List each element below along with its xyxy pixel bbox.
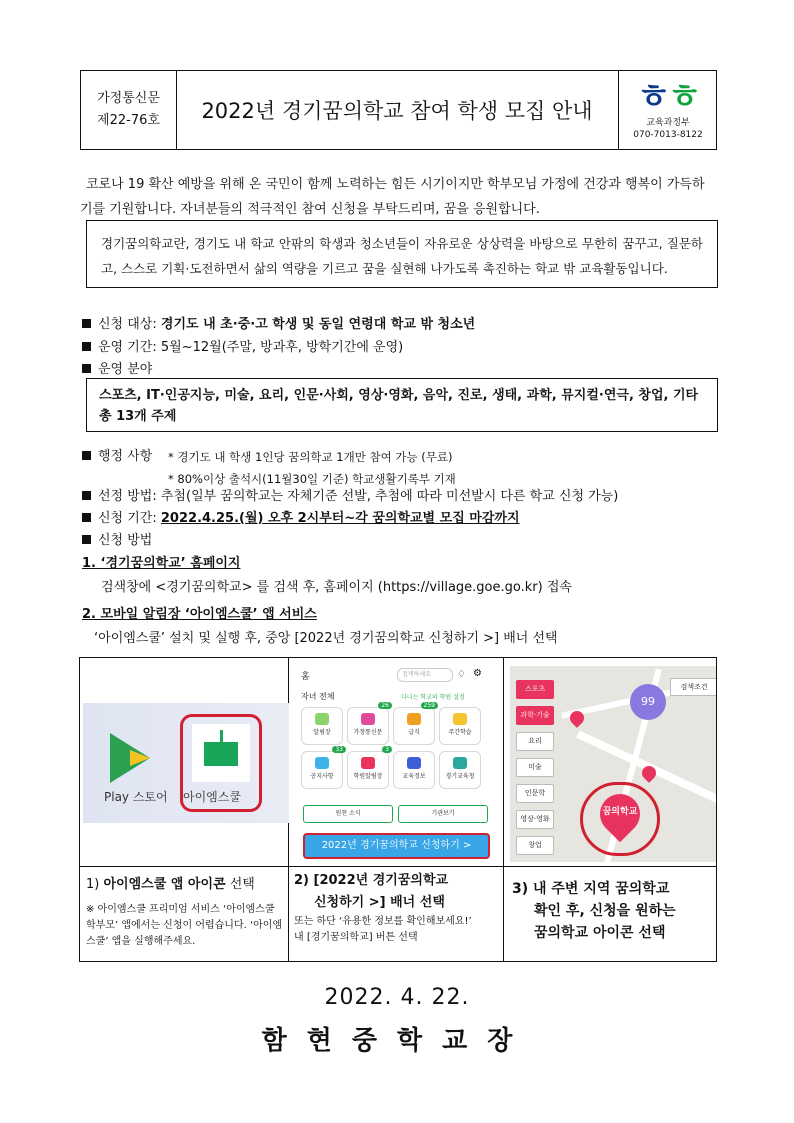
tile: 26 가정통신문 [347,707,389,745]
intro-text: 코로나 19 확산 예방을 위해 온 국민이 함께 노력하는 힘든 시기이지만 학부모님 가정에 건강과 행복이 가득하기를 기원합니다. 자녀분들의 적극적인 참여 신청을 부탁드리며, 꿈을 응원합니다. [80,177,705,217]
bullet-square-icon [82,491,91,500]
definition-box: 경기꿈의학교란, 경기도 내 학교 안팎의 학생과 청소년들이 자유로운 상상력을 바탕으로 무한히 꿈꾸고, 질문하고, 스스로 기획·도전하면서 삶의 역량을 기르고 꿈을 실현해 나가도록 촉진하는 학교 밖 교육활동입니다. [86,220,718,288]
bullet-square-icon [82,342,91,351]
dept-phone: 070-7013-8122 [633,130,703,140]
doc-type: 가정통신문 [97,91,160,106]
issue-date: 2022. 4. 22. [324,985,470,1010]
method-line [82,529,152,552]
admin-label: 행정 사항 [98,449,153,464]
category-item: 미술 [516,758,554,777]
panel3-caption: 3) 내 주변 지역 꿈의학교 확인 후, 신청을 원하는 꿈의학교 아이콘 선택 [512,881,676,941]
tile: 259 급식 [393,707,435,745]
method2-title: 2. 모바일 알림장 ‘아이엠스쿨’ 앱 서비스 [82,607,317,622]
play-store-label: Play 스토어 [104,790,168,804]
doc-info [81,71,177,149]
target-label: 신청 대상: [98,317,161,332]
notice-text: 다니는 학교의 학원 설정 [401,694,465,701]
method-label: 신청 방법 [98,533,153,548]
school-logo: ㅎㅎ [637,77,699,117]
period-text: 운영 기간: 5월~12월(주말, 방과후, 방학기간에 운영) [98,340,404,355]
bullet-square-icon [82,451,91,460]
dream-school-banner: 2022년 경기꿈의학교 신청하기 > [303,833,490,859]
admin-details [168,446,456,490]
selection-line [82,485,618,508]
play-store-accent [130,750,150,766]
category-item: 인문학 [516,784,554,803]
pin-label: 꿈의학교 [602,807,638,817]
admin-detail-1: * 경기도 내 학생 1인당 꿈의학교 1개만 참여 가능 (무료) [168,450,453,464]
principal-signature: 함현중학교장 [261,1026,533,1056]
bell-icon: ♢ [457,669,466,680]
admin-line [82,445,152,468]
category-item: 스포츠 [516,680,554,699]
category-item: 영상·영화 [516,810,554,829]
org-button: 기관보기 [398,805,488,823]
instruction-grid [79,657,717,962]
filter-button: 검색조건 [670,678,716,696]
admin-detail-2: * 80%이상 출석시(11월30일 기준) 학교생활기록부 기재 [168,472,456,486]
caption-divider [80,866,716,867]
cluster-count: 99 [630,684,666,720]
search-input: 검색하세요 [397,668,453,682]
apply-period-label: 신청 기간: [98,511,161,526]
bullet-square-icon [82,319,91,328]
tile: 주간학습 [439,707,481,745]
tile: 3 학원알림장 [347,751,389,789]
panel-3-map [510,666,716,862]
iamschool-label: 아이엠스쿨 [183,790,241,804]
children-select: 자녀 전체 [301,692,335,701]
panel1-caption: 1) 아이엠스쿨 앱 아이콘 선택 ※ 아이엠스쿨 프리미엄 서비스 ‘아이엠스쿨 학부모’ 앱에서는 신청이 어렵습니다. ‘아이엠스쿨’ 앱을 실행해주세요. [86,874,286,950]
method1-title: 1. ‘경기꿈의학교’ 홈페이지 [82,556,241,571]
tile: 경기교육청 [439,751,481,789]
news-button: 원천 소식 [303,805,393,823]
panel2-caption: 2) [2022년 경기꿈의학교 신청하기 >] 배너 선택 또는 하단 ‘유용한 정보를 확인해보세요!’ 내 [경기꿈의학교] 버튼 선택 [294,870,499,946]
target-line [82,313,475,336]
method2-desc: ‘아이엠스쿨’ 설치 및 실행 후, 중앙 [2022년 경기꿈의학교 신청하기 >] 배너 선택 [94,631,558,646]
fields-label: 운영 분야 [98,362,153,377]
doc-number: 제22-76호 [97,113,160,128]
bullet-square-icon [82,364,91,373]
header-box [80,70,717,150]
method1-desc: 검색창에 <경기꿈의학교> 를 검색 후, 홈페이지 (https://village.goe.go.kr) 접속 [101,580,572,595]
period-line [82,336,403,359]
apply-period-line [82,507,520,530]
apply-period-value: 2022.4.25.(월) 오후 2시부터~각 꿈의학교별 모집 마감까지 [160,511,520,526]
bullet-square-icon [82,535,91,544]
selection-text: 선정 방법: 추첨(일부 꿈의학교는 자체기준 선발, 추첨에 따라 미선발시 다른 학교 신청 가능) [98,489,619,504]
tile: 33 공지사항 [301,751,343,789]
home-label: 홈 [301,672,310,682]
category-item: 창업 [516,836,554,855]
fields-box: 스포츠, IT·인공지능, 미술, 요리, 인문·사회, 영상·영화, 음악, 진로, 생태, 과학, 뮤지컬·연극, 창업, 기타 총 13개 주제 [86,378,718,432]
highlight-ring [180,714,262,812]
school-logo-block [618,71,717,149]
target-value: 경기도 내 초·중·고 학생 및 동일 연령대 학교 밖 청소년 [160,317,476,332]
category-item: 요리 [516,732,554,751]
tile: 교육정보 [393,751,435,789]
panel2-note-2: 내 [경기꿈의학교] 버튼 선택 [294,932,418,943]
tile: 알림장 [301,707,343,745]
category-item: 과학·기술 [516,706,554,725]
dept-name: 교육과정부 [646,118,690,128]
panel1-note: ※ 아이엠스쿨 프리미엄 서비스 ‘아이엠스쿨 학부모’ 앱에서는 신청이 어렵습니다. ‘아이엠스쿨’ 앱을 실행해주세요. [86,904,283,947]
page-title: 2022년 경기꿈의학교 참여 학생 모집 안내 [201,99,593,123]
gear-icon: ⚙ [473,668,482,679]
panel2-note-1: 또는 하단 ‘유용한 정보를 확인해보세요!’ [294,916,472,927]
bullet-square-icon [82,513,91,522]
